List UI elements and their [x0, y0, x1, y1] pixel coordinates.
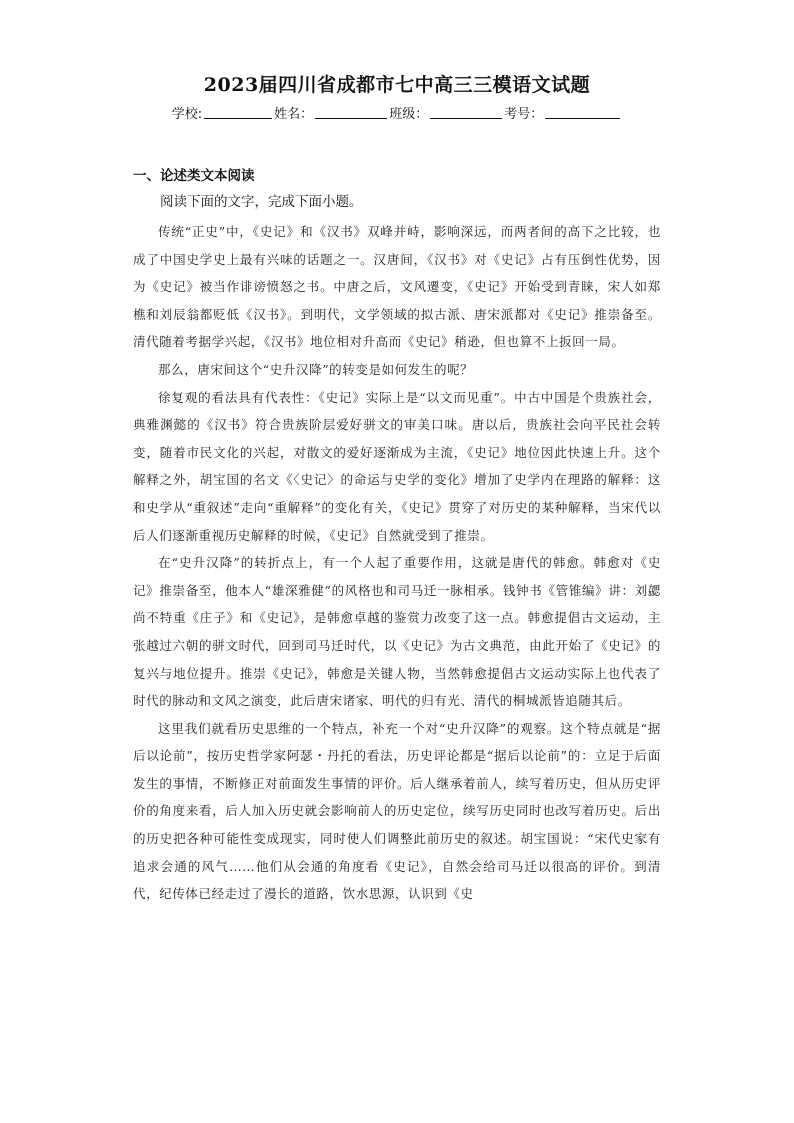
name-label: 姓名： [274, 107, 314, 122]
passage-paragraph: 徐复观的看法具有代表性：《史记》实际上是“以文而见重”。中古中国是个贵族社会，典雅渊懿的《汉书》符合贵族阶层爱好骈文的审美口味。唐以后，贵族社会向平民社会转变，随着市民文化的兴起，对散文的爱好逐渐成为主流，《史记》地位因此快速上升。这个解释之外，胡宝国的名文《〈史记〉的命运与史学的变化》增加了史学内在理路的解释：这和史学从“重叙述”走向“重解释”的变化有关，《史记》贯穿了对历史的某种解释，当宋代以后人们逐渐重视历史解释的时候，《史记》自然就受到了推崇。 [133, 389, 661, 543]
school-label: 学校: [171, 107, 203, 122]
exam-title: 2023届四川省成都市七中高三三模语文试题 [203, 74, 591, 96]
passage-paragraph: 传统“正史”中，《史记》和《汉书》双峰并峙，影响深远，而两者间的高下之比较，也成了中国史学史上最有兴味的话题之一。汉唐间，《汉书》对《史记》占有压倒性优势，因为《史记》被当作诽谤愤怒之书。中唐之后，文风遷变，《史记》开始受到青睐，宋人如郑樵和刘辰翁都贬低《汉书》。到明代，文学领域的拟古派、唐宋派都对《史记》推崇备至。清代随着考据学兴起，《汉书》地位相对升高而《史记》稍逊，但也算不上扳回一局。 [133, 224, 661, 350]
section-heading: 一、论述类文本阅读 [133, 168, 255, 184]
school-blank [204, 106, 272, 119]
class-blank [430, 106, 502, 119]
name-blank [315, 106, 387, 119]
passage-paragraph: 这里我们就看历史思维的一个特点，补充一个对“史升汉降”的观察。这个特点就是“据后以论前”，按历史哲学家阿瑟・丹托的看法，历史评论都是“据后以论前”的：立足于后面发生的事情，不断修正对前面发生事情的评价。后人继承着前人，续写着历史，但从历史评价的角度来看，后人加入历史就会影响前人的历史定位，续写历史同时也改写着历史。后出的历史把各种可能性变成现实，同时使人们调整此前历史的叙述。胡宝国说：“宋代史家有追求会通的风气……他们从会通的角度看《史记》，自然会给司马迁以很高的评价。到清代，纪传体已经走过了漫长的道路，饮水思源，认识到《史 [133, 720, 661, 902]
passage-paragraph: 那么，唐宋间这个“史升汉降”的转变是如何发生的呢？ [158, 361, 474, 377]
reading-passage [133, 218, 661, 908]
student-info-line [0, 103, 794, 122]
class-label: 班级： [389, 107, 429, 122]
exam-number-blank [545, 106, 620, 119]
exam-number-label: 考号： [504, 107, 544, 122]
passage-paragraph: 在“史升汉降”的转折点上，有一个人起了重要作用，这就是唐代的韩愈。韩愈对《史记》推崇备至，他本人“雄深雅健”的风格也和司马迁一脉相承。钱钟书《管锥编》讲：刘勰尚不特重《庄子》和《史记》，是韩愈卓越的鉴赏力改变了这一点。韩愈提倡古文运动，主张越过六朝的骈文时代，回到司马迁时代，以《史记》为古文典范，由此开始了《史记》的复兴与地位提升。推崇《史记》，韩愈是关键人物，当然韩愈提倡古文运动实际上也代表了时代的脉动和文风之演变，此后唐宋诸家、明代的归有光、清代的桐城派皆追随其后。 [133, 555, 661, 709]
reading-instruction: 阅读下面的文字，完成下面小题。 [160, 194, 363, 210]
